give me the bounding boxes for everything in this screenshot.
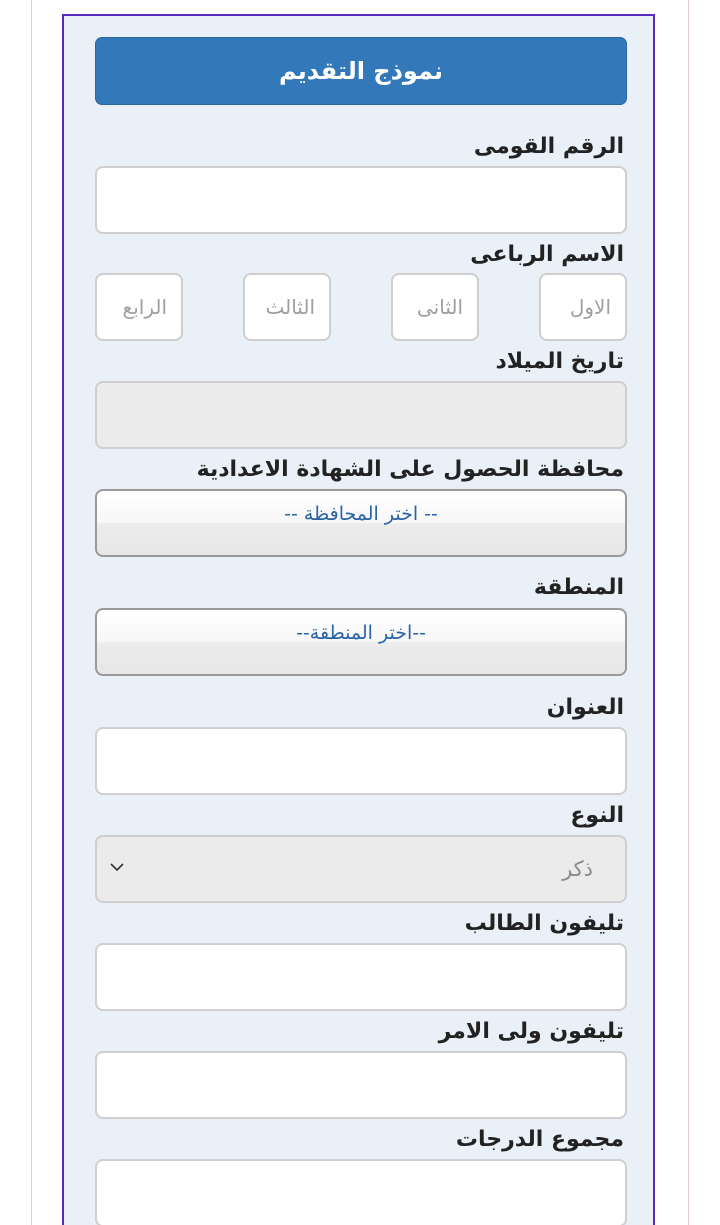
page-guide-right xyxy=(688,0,689,1225)
gender-select[interactable] xyxy=(95,835,627,903)
total-grades-input[interactable] xyxy=(95,1159,627,1225)
region-select[interactable] xyxy=(95,608,627,676)
national-id-label: الرقم القومى xyxy=(473,134,624,159)
student-phone-label: تليفون الطالب xyxy=(464,911,624,936)
birth-date-label: تاريخ الميلاد xyxy=(495,349,624,374)
total-grades-label: مجموع الدرجات xyxy=(455,1127,624,1152)
full-name-label: الاسم الرباعى xyxy=(470,242,624,267)
governorate-select[interactable] xyxy=(95,489,627,557)
form-title: نموذج التقديم xyxy=(95,37,627,105)
gender-label: النوع xyxy=(570,803,624,828)
governorate-selected: -- اختر المحافظة -- xyxy=(284,503,438,525)
third-name-input[interactable]: الثالث xyxy=(243,273,331,341)
chevron-down-icon xyxy=(109,859,125,875)
birth-date-input xyxy=(95,381,627,449)
fourth-name-input[interactable]: الرابع xyxy=(95,273,183,341)
guardian-phone-input[interactable] xyxy=(95,1051,627,1119)
gender-selected: ذكر xyxy=(562,857,593,881)
first-name-input[interactable]: الاول xyxy=(539,273,627,341)
national-id-input[interactable] xyxy=(95,166,627,234)
region-selected: --اختر المنطقة-- xyxy=(296,622,426,644)
address-label: العنوان xyxy=(546,695,624,720)
governorate-label: محافظة الحصول على الشهادة الاعدادية xyxy=(196,457,624,482)
second-name-input[interactable]: الثانى xyxy=(391,273,479,341)
guardian-phone-label: تليفون ولى الامر xyxy=(438,1019,624,1044)
page-guide-left xyxy=(31,0,32,1225)
student-phone-input[interactable] xyxy=(95,943,627,1011)
address-input[interactable] xyxy=(95,727,627,795)
application-form xyxy=(62,14,655,1225)
region-label: المنطقة xyxy=(533,575,624,600)
